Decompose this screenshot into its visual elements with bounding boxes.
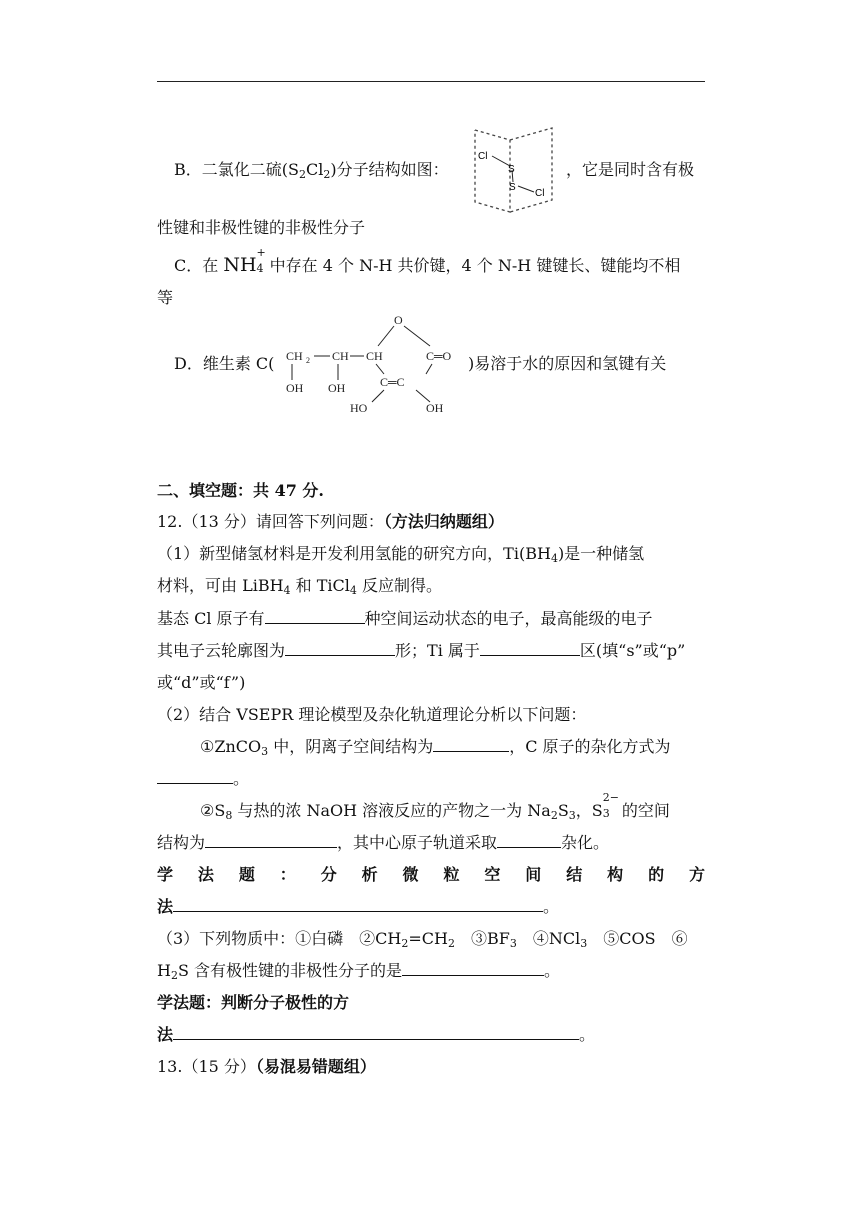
carbonyl-group: C═O	[426, 349, 452, 363]
option-c-line: C．在 NH + 4 中存在 4 个 N-H 共价键，4 个 N-H 键键长、键能均不相	[174, 246, 681, 276]
blank-orbital-shape[interactable]	[285, 641, 395, 656]
q12-p2-a-cont: 。	[157, 769, 249, 789]
q12-p3-line1: （3）下列物质中：①白磷 $②CH_2=CH_2$ $③BF_3$ ④NCl$_3$ ⑤COS ⑥	[157, 929, 688, 950]
option-c-cont: 等	[157, 288, 174, 307]
q13-heading: 13.（15 分）（易混易错题组）	[157, 1057, 376, 1076]
option-d-prefix: D．维生素 C(	[174, 354, 275, 373]
blank-method-1[interactable]	[173, 897, 543, 912]
blank-nonpolar[interactable]	[402, 961, 544, 976]
blank-anion-shape[interactable]	[433, 737, 509, 752]
method-1-heading: 学 法 题 ： 分 析 微 粒 空 间 结 构 的 方	[157, 865, 705, 884]
header-rule	[157, 81, 705, 82]
blank-s3-hybrid[interactable]	[497, 833, 561, 848]
option-b-cont: 性键和非极性键的非极性分子	[157, 218, 366, 237]
method-2-answer: 法 。	[157, 1025, 596, 1044]
q12-p1-line1: （1）新型储氢材料是开发利用氢能的研究方向，$Ti(BH_4)$是一种储氢	[157, 544, 645, 565]
svg-text:2: 2	[306, 356, 310, 365]
oh-4: OH	[426, 401, 444, 415]
option-d-suffix: )易溶于水的原因和氢键有关	[468, 354, 667, 373]
blank-c-hybrid[interactable]	[157, 769, 233, 784]
cl-atom-1: Cl	[478, 151, 488, 162]
double-bond-cc: C═C	[380, 375, 405, 389]
oh-2: OH	[328, 381, 346, 395]
blank-method-2[interactable]	[173, 1025, 579, 1040]
option-b-after: ，它是同时含有极	[566, 160, 695, 179]
ring-oxygen: O	[394, 313, 403, 327]
blank-ti-block[interactable]	[480, 641, 580, 656]
q12-p3-line2: $H_2S$ 含有极性键的非极性分子的是 。	[157, 961, 561, 982]
q12-p2-a: ①ZnCO$_3$ 中，阴离子空间结构为 ，C 原子的杂化方式为	[200, 737, 671, 758]
q12-p2-b: $②S_8$ 与热的浓 NaOH 溶液反应的产物之一为 $Na_2S_3$，S 2− 3 的空间	[200, 791, 670, 822]
q12-p2-b-cont: 结构为 ，其中心原子轨道采取 杂化。	[157, 833, 610, 852]
option-b-line: B．二氯化二硫$(S_2Cl_2)$分子结构如图：	[174, 160, 449, 181]
section-2-title: 二、填空题：共 47 分.	[157, 481, 324, 500]
q12-p1-line2: 材料，可由 LiBH$_4$ 和 TiCl$_4$ 反应制得。	[157, 576, 442, 597]
q12-heading: 12.（13 分）请回答下列问题：（方法归纳题组）	[157, 512, 504, 531]
q12-p1-line4: 其电子云轮廓图为 形；Ti 属于 区(填“s”或“p”	[157, 641, 686, 660]
s-atom-1: S	[508, 164, 515, 175]
ch2-group: CH	[286, 349, 303, 363]
blank-s3-shape[interactable]	[205, 833, 337, 848]
q12-p2-head: （2）结合 VSEPR 理论模型及杂化轨道理论分析以下问题：	[157, 705, 587, 724]
ch-group-a: CH	[332, 349, 349, 363]
q12-p1-line5: 或“d”或“f”)	[157, 673, 246, 692]
s-atom-2: S	[509, 182, 516, 193]
ho-3: HO	[350, 401, 368, 415]
method-2-heading: 学法题：判断分子极性的方	[157, 993, 350, 1012]
cl-atom-2: Cl	[535, 188, 545, 199]
ch-group-b: CH	[366, 349, 383, 363]
s2cl2-structure-figure	[470, 124, 560, 214]
blank-cl-electrons[interactable]	[265, 609, 365, 624]
q12-p1-line3: 基态 Cl 原子有 种空间运动状态的电子，最高能级的电子	[157, 609, 653, 628]
vitamin-c-structure-figure	[280, 308, 470, 420]
method-1-answer: 法 。	[157, 897, 560, 916]
oh-1: OH	[286, 381, 304, 395]
